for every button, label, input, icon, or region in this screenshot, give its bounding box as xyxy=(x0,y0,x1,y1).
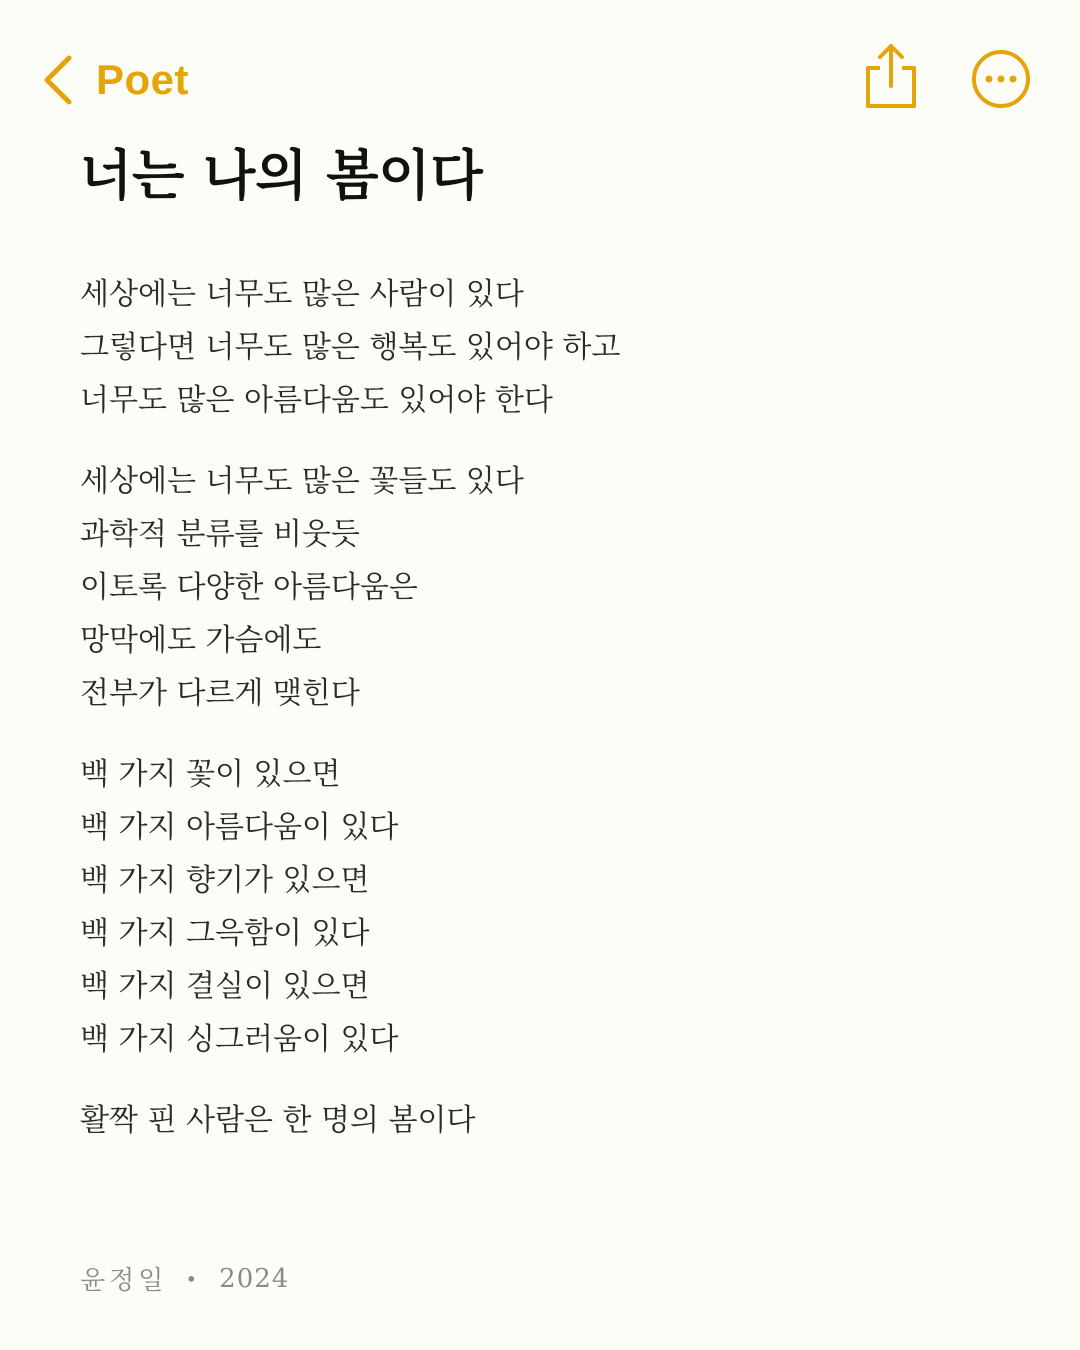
stanza xyxy=(80,1094,1000,1147)
poem-line: 이토록 다양한 아름다움은 xyxy=(80,570,418,605)
poem-title: 너는 나의 봄이다 xyxy=(80,143,483,207)
poem-footer xyxy=(80,1260,289,1297)
stanza xyxy=(80,455,1000,720)
poem-line: 활짝 핀 사람은 한 명의 봄이다 xyxy=(80,1103,476,1138)
poem-line: 백 가지 결실이 있으면 xyxy=(80,969,370,1004)
poem-line: 백 가지 그윽함이 있다 xyxy=(80,916,370,951)
share-icon xyxy=(860,97,922,116)
publication-year: 2024 xyxy=(219,1263,290,1294)
chevron-left-icon xyxy=(40,54,74,106)
more-icon xyxy=(970,95,1032,114)
poem-line: 전부가 다르게 맺힌다 xyxy=(80,676,360,711)
more-options-button[interactable] xyxy=(970,48,1032,110)
poem-line: 과학적 분류를 비웃듯 xyxy=(80,517,360,552)
back-label: Poet xyxy=(96,56,190,103)
stanza xyxy=(80,268,1000,427)
poem-line: 망막에도 가슴에도 xyxy=(80,623,322,658)
poem-line: 백 가지 아름다움이 있다 xyxy=(80,810,399,845)
poem-line: 너무도 많은 아름다움도 있어야 한다 xyxy=(80,383,553,418)
back-button[interactable] xyxy=(40,46,189,114)
poem-line: 백 가지 꽃이 있으면 xyxy=(80,757,341,792)
poem-line: 세상에는 너무도 많은 꽃들도 있다 xyxy=(80,464,524,499)
poem-body xyxy=(80,268,1000,1175)
stanza xyxy=(80,748,1000,1066)
author-name: 윤정일 xyxy=(80,1266,168,1296)
separator-dot: • xyxy=(185,1266,202,1291)
navigation-bar xyxy=(0,0,1080,150)
share-button[interactable] xyxy=(860,42,922,112)
poem-line: 백 가지 향기가 있으면 xyxy=(80,863,370,898)
poem-line: 세상에는 너무도 많은 사람이 있다 xyxy=(80,277,524,312)
poem-line: 백 가지 싱그러움이 있다 xyxy=(80,1022,399,1057)
poem-line: 그렇다면 너무도 많은 행복도 있어야 하고 xyxy=(80,330,621,365)
